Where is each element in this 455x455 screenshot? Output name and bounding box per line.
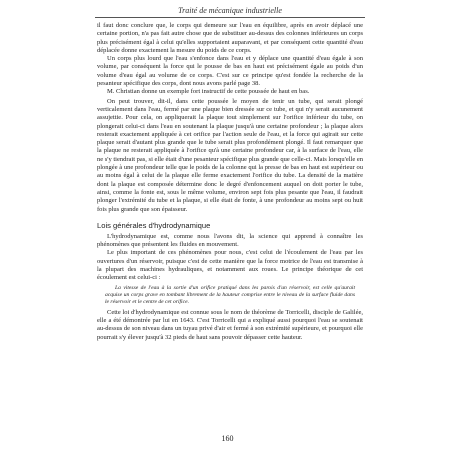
quote-text: La vitesse de l'eau à la sortie d'un orifice pratiqué dans les parois d'un réservoir, est celle qu'aurait acquise un corps grave en tombant librement de la hauteur comprise entre le niveau de la surface fluide dans le réservoir et le centre de cet orifice. [105,284,355,306]
principle-quote [105,285,355,307]
paragraph: il faut donc conclure que, le corps qui demeure sur l'eau en équilibre, après en avoir déplacé une certaine portion, n'a pas fait autre chose que de substituer au-dessus des colonnes inférieures un corps plus précisément égal à celui qu'elles supportaient auparavant, et par conséquent cette quantité d'eau déplacée donne exactement la mesure du poids de ce corps. [97,22,363,54]
paragraph: Le plus important de ces phénomènes pour nous, c'est celui de l'écoulement de l'eau par les ouvertures d'un réservoir, puisque c'est de cette manière que la force motrice de l'eau est transmise à la plupart des machines hydrauliques, et notamment aux roues. Le principe théorique de cet écoulement est celui-ci : [97,249,363,282]
paragraph: Un corps plus lourd que l'eau s'enfonce dans l'eau et y déplace une quantité d'eau égale à son volume, par conséquent la force qui le pousse de bas en haut est précisément égale au poids d'un volume d'eau égal au volume de ce corps. C'est sur ce principe qu'est fondée la recherche de la pesanteur spécifique des corps, dont nous avons parlé page 38. [97,55,363,88]
header-rule [95,17,365,18]
section-title: Lois générales d'hydrodynamique [97,220,211,230]
paragraph: L'hydrodynamique est, comme nous l'avons dit, la science qui apprend à connaître les phénomènes que présentent les fluides en mouvement. [97,232,363,249]
paragraph: Cette loi d'hydrodynamique est connue sous le nom de théorème de Torricelli, disciple de Galilée, elle a été démontrée par lui en 1643. C'est Torricelli qui a expliqué aussi pourquoi l'eau se soutenait au-dessus de son niveau dans un tuyau privé d'air et fermé à son extrémité supérieure, et pourquoi elle pourrait s'y élever jusqu'à 32 pieds de haut sans pouvoir dépasser cette hauteur. [97,308,363,341]
body-text [97,22,363,342]
running-header: Traité de mécanique industrielle [178,6,282,15]
paragraph: M. Christian donne un exemple fort instructif de cette poussée de haut en bas. [107,88,310,96]
page-number: 160 [221,434,234,443]
paragraph: On peut trouver, dit-il, dans cette poussée le moyen de tenir un tube, qui serait plongé verticalement dans l'eau, fermé par une plaque bien dressée sur ce tube, et qui n'y serait aucunement assujettie. Pour cela, on appliquerait la plaque tout simplement sur l'orifice inférieur du tube, on plongerait celui-ci dans l'eau en soutenant la plaque jusqu'à une certaine profondeur ; la plaque alors resterait exactement appliquée à cet orifice par l'action seule de l'eau, et la force qui agirait sur cette plaque serait d'autant plus grande que le tube serait plus profondément plongé. Il faut remarquer que la plaque ne resterait appliquée à l'orifice qu'à une certaine profondeur car, à la surface de l'eau, elle ne s'y tiendrait pas, si elle était d'une pesanteur spécifique plus grande que celle-ci. Mais lorsqu'elle en plongée à une profondeur telle que le poids de la colonne qui la presse de bas en haut est supérieur ou au moins égal à celui de la plaque elle ferme exactement l'orifice du tube. La densité de la matière dont la plaque est composée détermine donc le degré d'enfoncement auquel on doit porter le tube, ainsi, comme la fonte est, sous le même volume, environ sept fois plus pesante que l'eau, il faudrait plonger l'extrémité du tube et la plaque, si elle était de fonte, à une profondeur au moins sept ou huit fois plus grande que son épaisseur. [97,97,363,213]
